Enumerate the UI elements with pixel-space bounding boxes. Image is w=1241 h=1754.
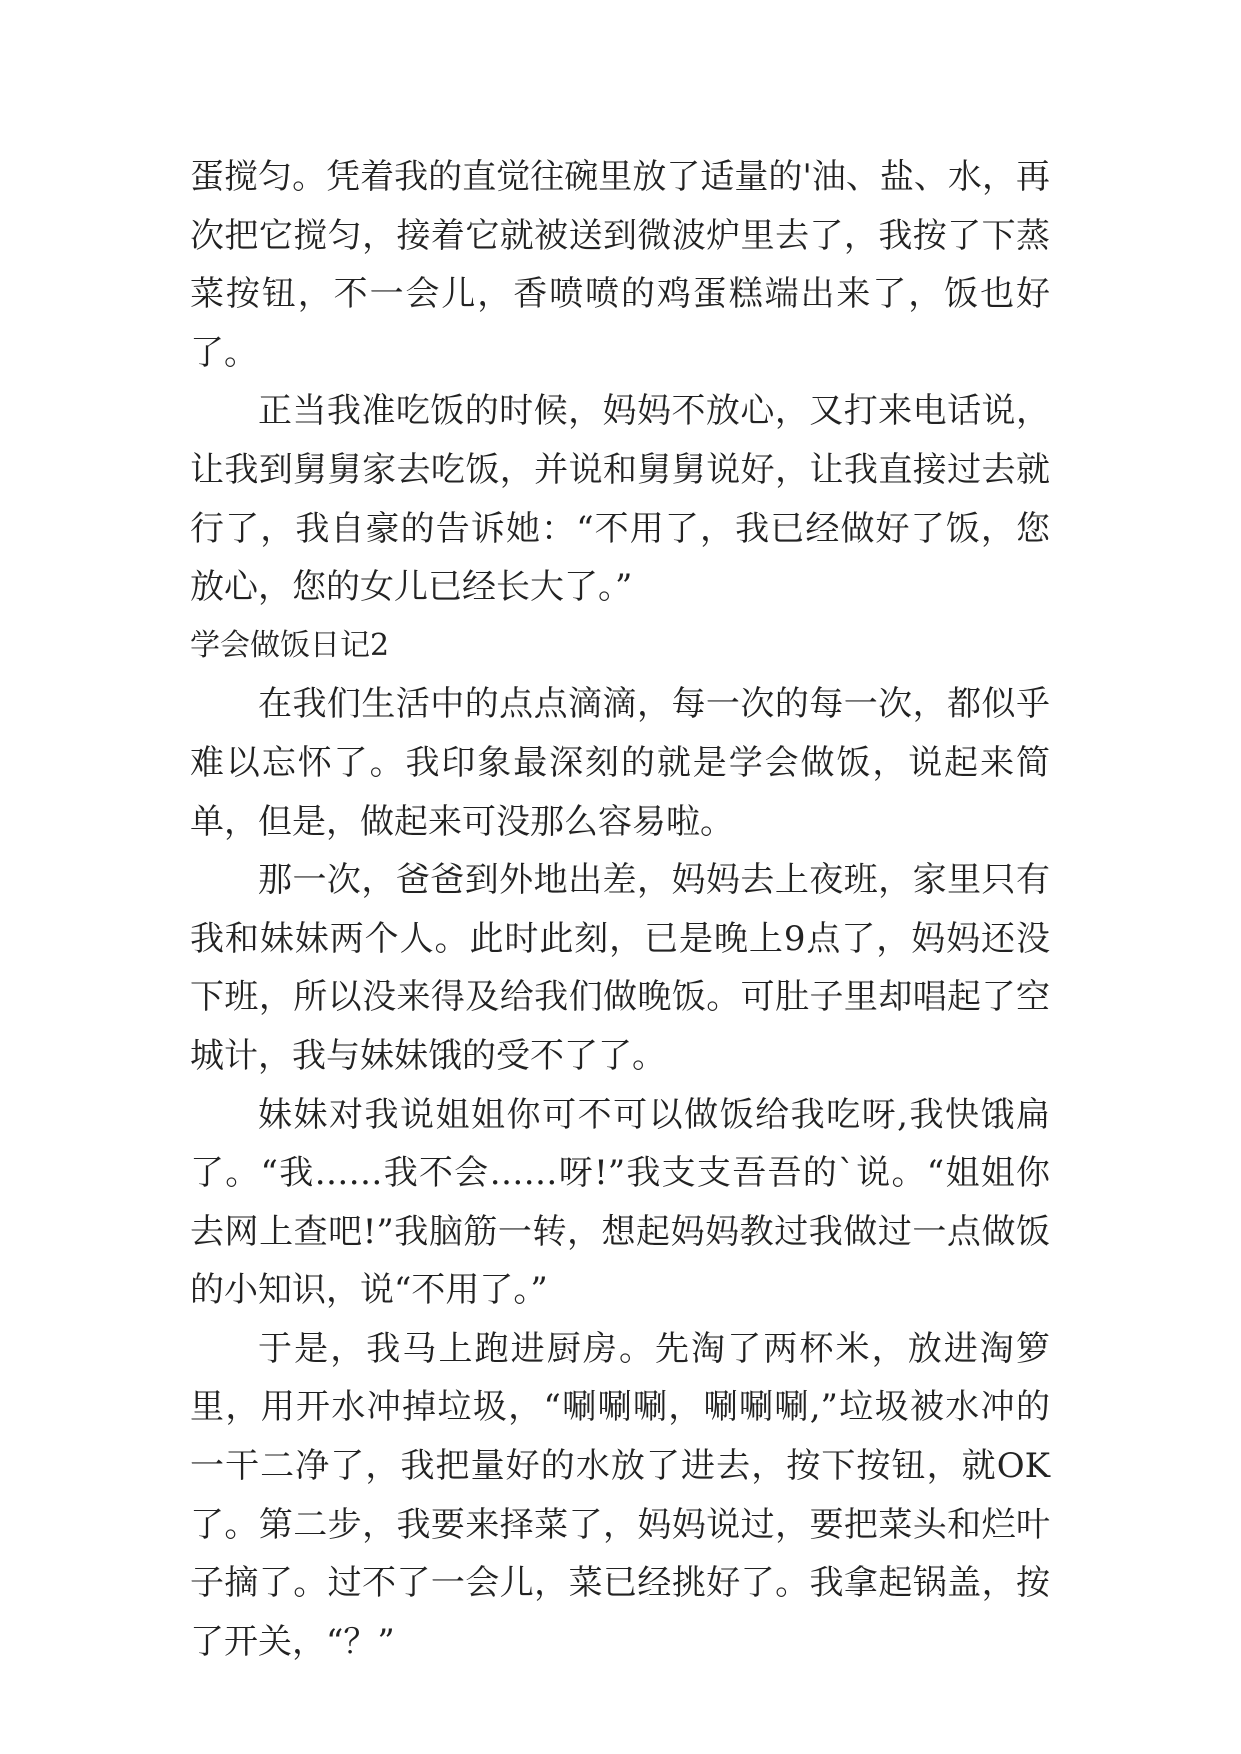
section-heading: 学会做饭日记2 (190, 627, 390, 663)
paragraph: 正当我准吃饭的时候，妈妈不放心，又打来电话说，让我到舅舅家去吃饭，并说和舅舅说好，让我直接过去就行了，我自豪的告诉她：“不用了，我已经做好了饭，您放心，您的女儿已经长大了。” (190, 391, 1050, 608)
paragraph: 于是，我马上跑进厨房。先淘了两杯米，放进淘箩里，用开水冲掉垃圾，“唰唰唰，唰唰唰,”垃圾被水冲的一干二净了，我把量好的水放了进去，按下按钮，就OK了。第二步，我要来择菜了，妈妈说过，要把菜头和烂叶子摘了。过不了一会儿，菜已经挑好了。我拿起锅盖，按了开关，“？” (190, 1328, 1050, 1662)
paragraph: 那一次，爸爸到外地出差，妈妈去上夜班，家里只有我和妹妹两个人。此时此刻，已是晚上9点了，妈妈还没下班，所以没来得及给我们做晚饭。可肚子里却唱起了空城计，我与妹妹饿的受不了了。 (190, 860, 1050, 1076)
paragraph: 蛋搅匀。凭着我的直觉往碗里放了适量的'油、盐、水，再次把它搅匀，接着它就被送到微波炉里去了，我按了下蒸菜按钮，不一会儿，香喷喷的鸡蛋糕端出来了，饭也好了。 (190, 157, 1050, 373)
paragraph: 妹妹对我说姐姐你可不可以做饭给我吃呀,我快饿扁了。“我……我不会……呀!”我支支吾吾的`说。“姐姐你去网上查吧!”我脑筋一转，想起妈妈教过我做过一点做饭的小知识，说“不用了。” (190, 1094, 1050, 1311)
document-page (190, 148, 1050, 1671)
paragraph: 在我们生活中的点点滴滴，每一次的每一次，都似乎难以忘怀了。我印象最深刻的就是学会做饭，说起来简单，但是，做起来可没那么容易啦。 (190, 684, 1050, 842)
